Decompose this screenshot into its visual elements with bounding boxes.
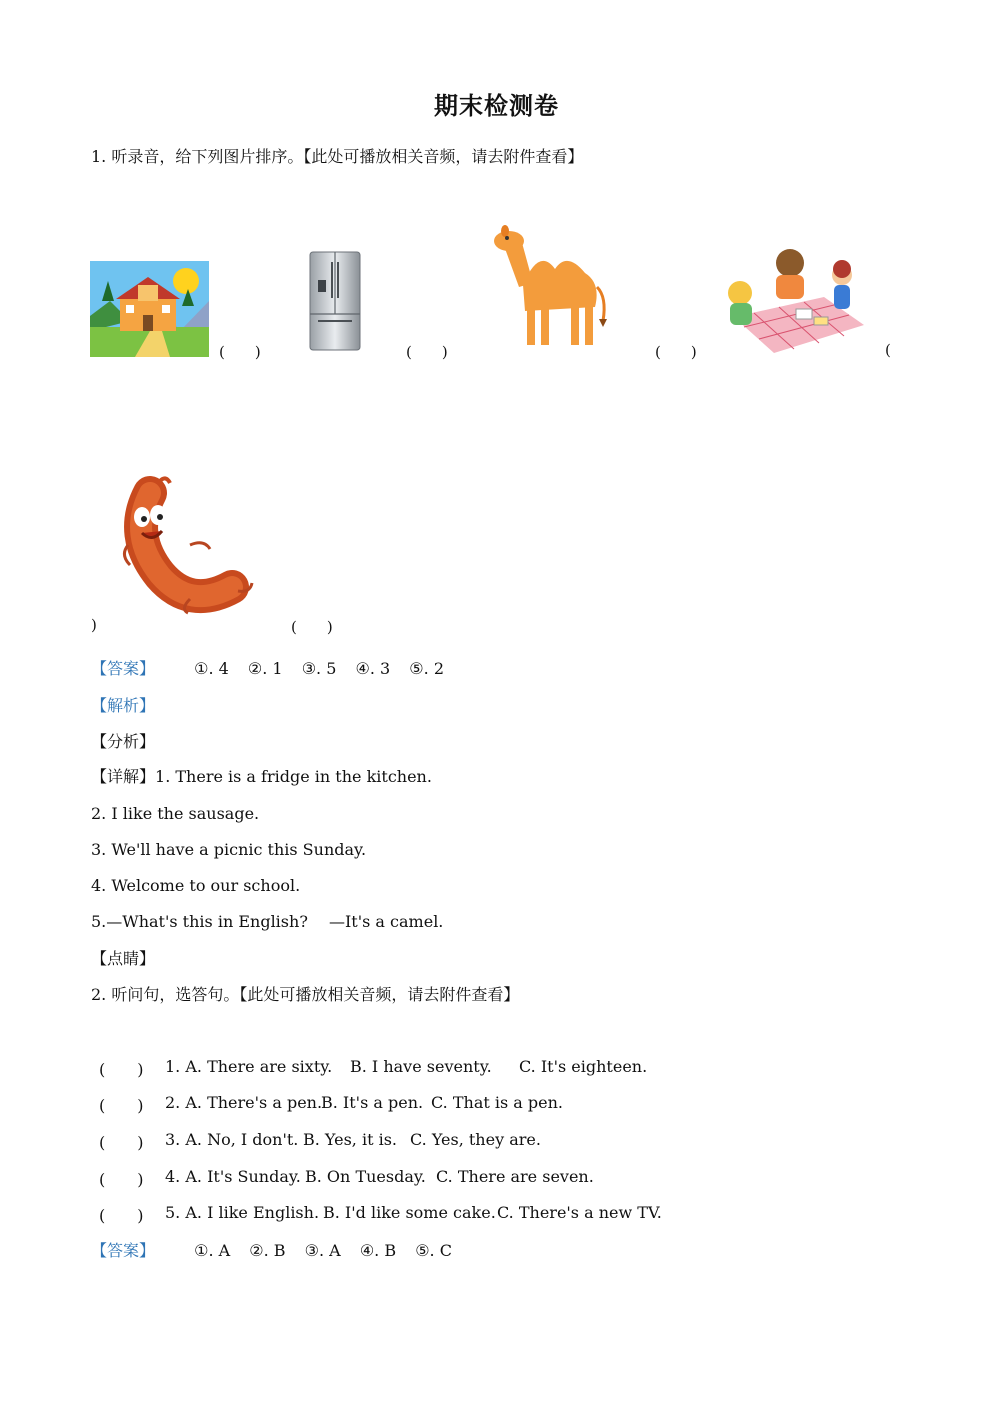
question-2-prompt: 2. 听问句，选答句。【此处可播放相关音频，请去附件查看】 [91, 985, 520, 1004]
option-b: B. I have seventy. [350, 1057, 492, 1076]
option-c: C. Yes, they are. [410, 1130, 541, 1149]
answer-item: ⑤. C [415, 1241, 452, 1260]
detail-label: 【详解】 [91, 767, 156, 786]
dianjing-label: 【点睛】 [91, 949, 156, 968]
answer-blank[interactable]: ( ) [99, 1060, 144, 1079]
option-c: C. There's a new TV. [497, 1203, 662, 1222]
answer-item: ③. A [304, 1241, 341, 1260]
sausage-picture [120, 475, 260, 615]
answer-blank[interactable]: ( ) [99, 1096, 144, 1115]
answer-item: ⑤. 2 [409, 659, 444, 678]
option-b: B. Yes, it is. [303, 1130, 397, 1149]
question-1-answer [91, 658, 458, 680]
answer-item: ①. 4 [194, 659, 229, 678]
answer-blank[interactable]: ( ) [406, 343, 448, 361]
page-title: 期末检测卷 [434, 91, 559, 120]
answer-blank[interactable]: ( ) [219, 343, 261, 361]
answer-blank[interactable]: ( ) [291, 618, 333, 636]
picnic-picture [714, 247, 870, 357]
option-b: B. It's a pen. [321, 1093, 424, 1112]
answer-item: ①. A [194, 1241, 231, 1260]
option-b: B. On Tuesday. [305, 1167, 426, 1186]
option-a: 5. A. I like English. [165, 1203, 320, 1222]
option-c: C. There are seven. [436, 1167, 594, 1186]
option-a: 3. A. No, I don't. [165, 1130, 299, 1149]
detail-line [91, 766, 432, 788]
option-b: B. I'd like some cake. [323, 1203, 496, 1222]
question-2-answer [91, 1240, 466, 1262]
answer-blank[interactable]: ( ) [655, 343, 697, 361]
answer-blank-open[interactable]: ( [885, 341, 891, 359]
detail-line: 5.—What's this in English? —It's a camel. [91, 912, 444, 931]
answer-item: ②. 1 [247, 659, 283, 678]
answer-label: 【答案】 [91, 1241, 156, 1260]
answer-blank-close[interactable]: ) [91, 616, 97, 634]
option-a: 1. A. There are sixty. [165, 1057, 333, 1076]
detail-text: 1. There is a fridge in the kitchen. [155, 767, 432, 786]
detail-line: 3. We'll have a picnic this Sunday. [91, 840, 367, 859]
answer-item: ④. B [359, 1241, 397, 1260]
option-c: C. That is a pen. [431, 1093, 564, 1112]
option-a: 2. A. There's a pen. [165, 1093, 323, 1112]
school-picture [90, 261, 209, 357]
answer-blank[interactable]: ( ) [99, 1133, 144, 1152]
answer-blank[interactable]: ( ) [99, 1170, 144, 1189]
analysis-label: 【解析】 [91, 696, 156, 715]
answer-item: ②. B [249, 1241, 286, 1260]
question-1-prompt: 1. 听录音，给下列图片排序。【此处可播放相关音频，请去附件查看】 [91, 147, 584, 166]
camel-picture [493, 225, 613, 347]
detail-line: 2. I like the sausage. [91, 804, 260, 823]
detail-line: 4. Welcome to our school. [91, 876, 301, 895]
answer-label: 【答案】 [91, 659, 156, 678]
answer-item: ④. 3 [355, 659, 391, 678]
option-a: 4. A. It's Sunday. [165, 1167, 301, 1186]
answer-item: ③. 5 [301, 659, 337, 678]
fenxi-label: 【分析】 [91, 732, 156, 751]
option-c: C. It's eighteen. [519, 1057, 648, 1076]
fridge-picture [308, 250, 362, 354]
answer-blank[interactable]: ( ) [99, 1206, 144, 1225]
